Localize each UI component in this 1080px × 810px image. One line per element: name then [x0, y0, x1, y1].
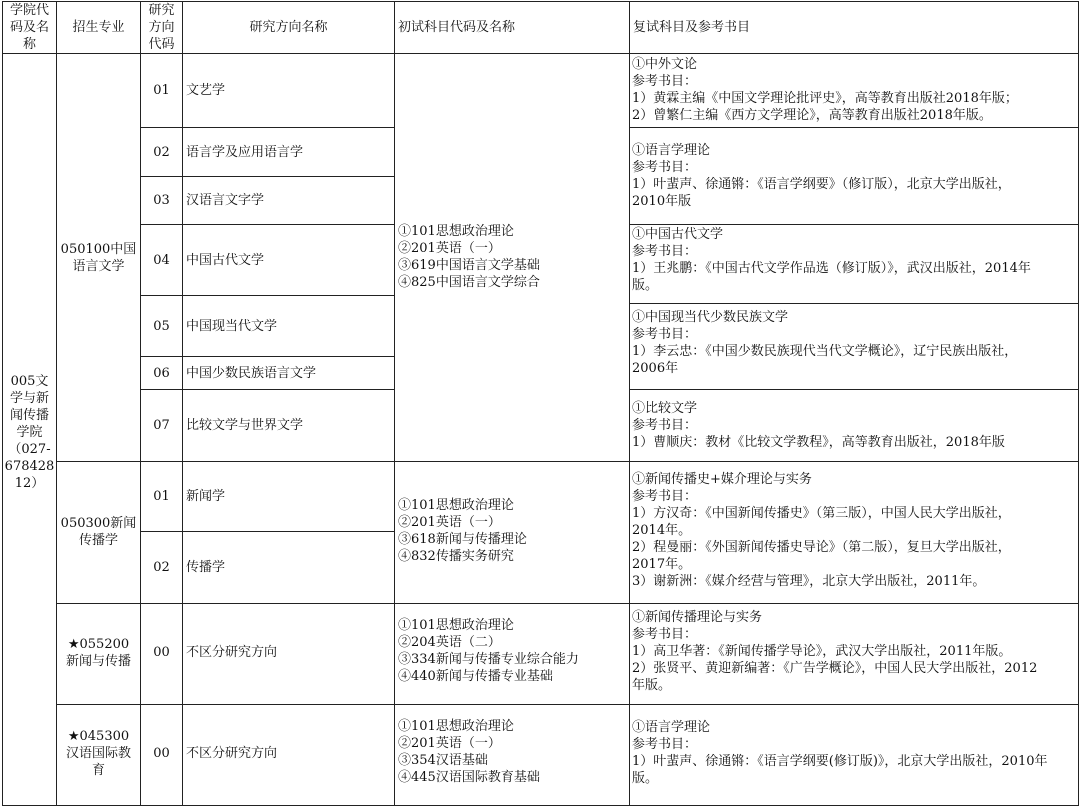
retest-cell: [632, 471, 1011, 590]
direction-name: 新闻学: [186, 489, 226, 504]
exam-line: ③354汉语基础: [398, 753, 488, 768]
retest-line: 参考书目：: [632, 74, 698, 89]
retest-cell: [632, 309, 1017, 377]
header-exam: 初试科目代码及名称: [398, 20, 516, 35]
retest-line: 1）王兆鹏：《中国古代文学作品选（修订版）》，武汉出版社，2014年: [632, 261, 1031, 276]
direction-code: 02: [153, 560, 170, 575]
header-direction-name: 研究方向名称: [249, 20, 328, 35]
retest-line: 2）张贤平、黄迎新编著：《广告学概论》，中国人民大学出版社，2012: [632, 661, 1038, 676]
retest-line: 1）叶蜚声、徐通锵：《语言学纲要(修订版)》，北京大学出版社，2010年: [632, 754, 1048, 769]
exam-subjects: [398, 497, 527, 565]
direction-name: 语言学及应用语言学: [186, 145, 304, 160]
header-direction-code: 研究 方向 代码: [148, 3, 175, 52]
direction-code: 02: [153, 145, 170, 160]
exam-subjects: [398, 223, 540, 291]
exam-line: ①101思想政治理论: [398, 618, 514, 633]
retest-line: 参考书目：: [632, 418, 698, 433]
retest-line: 1）黄霖主编《中国文学理论批评史》，高等教育出版社2018年版；: [632, 91, 1018, 106]
retest-line: 参考书目：: [632, 327, 698, 342]
direction-name: 中国古代文学: [186, 253, 265, 268]
major-name: 050100中国 语言文学: [60, 242, 137, 274]
direction-code: 00: [153, 746, 170, 761]
exam-line: ②201英语（一）: [398, 736, 501, 751]
retest-line: 2）程曼丽：《外国新闻传播史导论》（第二版），复旦大学出版社，: [632, 540, 1011, 555]
direction-name: 不区分研究方向: [186, 645, 278, 660]
direction-name: 汉语言文字学: [186, 193, 265, 208]
retest-line: 1）方汉奇：《中国新闻传播史》（第三版），中国人民大学出版社，: [632, 506, 1011, 521]
retest-line: ①中外文论: [632, 57, 698, 72]
direction-code: 01: [153, 489, 170, 504]
retest-cell: [632, 400, 1005, 451]
retest-line: 版。: [632, 278, 659, 293]
exam-line: ②204英语（二）: [398, 635, 501, 650]
exam-line: ④440新闻与传播专业基础: [398, 669, 553, 684]
retest-line: 2017年。: [632, 557, 692, 572]
retest-line: 2010年版: [632, 194, 692, 209]
major-name: ★055200 新闻与传播: [65, 637, 131, 669]
direction-code: 01: [153, 83, 170, 98]
retest-line: ①新闻传播理论与实务: [632, 610, 763, 625]
header-college: 学院代 码及名 称: [9, 3, 49, 52]
retest-cell: [632, 56, 1018, 124]
direction-name: 比较文学与世界文学: [186, 418, 304, 433]
retest-cell: [632, 719, 1048, 787]
exam-line: ④825中国语言文学综合: [398, 275, 540, 290]
exam-line: ④445汉语国际教育基础: [398, 770, 540, 785]
direction-name: 传播学: [186, 560, 226, 575]
exam-line: ③618新闻与传播理论: [398, 532, 527, 547]
header-retest: 复试科目及参考书目: [633, 20, 751, 35]
direction-code: 06: [153, 366, 170, 381]
retest-line: 年版。: [632, 678, 672, 693]
exam-line: ②201英语（一）: [398, 515, 501, 530]
retest-line: 参考书目：: [632, 160, 698, 175]
retest-line: ①中国现当代少数民族文学: [632, 310, 789, 325]
major-name: 050300新闻 传播学: [60, 516, 137, 548]
direction-code: 07: [153, 418, 170, 433]
retest-line: 参考书目：: [632, 737, 698, 752]
retest-line: 2006年: [632, 361, 679, 376]
exam-line: ③334新闻与传播专业综合能力: [398, 652, 579, 667]
retest-line: ①中国古代文学: [632, 227, 724, 242]
retest-line: 版。: [632, 771, 659, 786]
header-major: 招生专业: [72, 20, 125, 35]
retest-cell: [632, 226, 1031, 294]
exam-subjects: [398, 718, 540, 786]
direction-code: 04: [153, 253, 170, 268]
exam-line: ③619中国语言文学基础: [398, 258, 540, 273]
retest-line: 参考书目：: [632, 627, 698, 642]
retest-line: 1）李云忠：《中国少数民族现代当代文学概论》，辽宁民族出版社，: [632, 344, 1018, 359]
retest-line: ①新闻传播史+媒介理论与实务: [632, 472, 812, 487]
exam-line: ①101思想政治理论: [398, 224, 514, 239]
retest-line: 1）高卫华著：《新闻传播学导论》，武汉大学出版社，2011年版。: [632, 644, 1012, 659]
retest-cell: [632, 609, 1037, 694]
retest-line: ①语言学理论: [632, 720, 711, 735]
retest-line: 3）谢新洲：《媒介经营与管理》，北京大学出版社，2011年。: [632, 574, 986, 589]
retest-cell: [632, 142, 1011, 210]
direction-name: 中国现当代文学: [186, 319, 278, 334]
retest-line: 1）叶蜚声、徐通锵：《语言学纲要》（修订版），北京大学出版社，: [632, 177, 1011, 192]
direction-name: 文艺学: [186, 83, 226, 98]
exam-line: ①101思想政治理论: [398, 719, 514, 734]
retest-line: 参考书目：: [632, 244, 698, 259]
retest-line: 2）曾繁仁主编《西方文学理论》，高等教育出版社2018年版。: [632, 108, 992, 123]
major-name: ★045300 汉语国际教 育: [65, 729, 131, 778]
retest-line: ①比较文学: [632, 401, 698, 416]
college-name: 005文 学与新 闻传播 学院 （027- 678428 12）: [4, 374, 55, 491]
exam-line: ④832传播实务研究: [398, 549, 514, 564]
exam-line: ①101思想政治理论: [398, 498, 514, 513]
direction-code: 03: [153, 193, 170, 208]
direction-code: 00: [153, 645, 170, 660]
exam-line: ②201英语（一）: [398, 241, 501, 256]
direction-name: 不区分研究方向: [186, 746, 278, 761]
exam-subjects: [398, 617, 579, 685]
direction-code: 05: [153, 319, 170, 334]
retest-line: ①语言学理论: [632, 143, 711, 158]
retest-line: 2014年。: [632, 523, 692, 538]
retest-line: 参考书目：: [632, 489, 698, 504]
retest-line: 1）曹顺庆：教材《比较文学教程》，高等教育出版社，2018年版: [632, 435, 1005, 450]
direction-name: 中国少数民族语言文学: [186, 366, 317, 381]
